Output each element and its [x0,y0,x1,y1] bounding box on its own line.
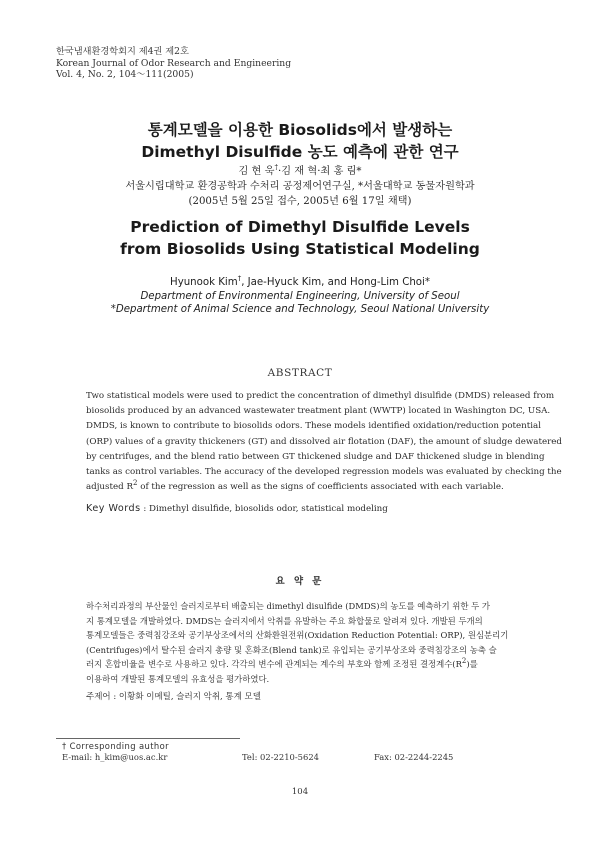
korean-abstract-line: 지 통계모델을 개발하였다. DMDS는 슬러지에서 악취를 유발하는 주요 화합물로 알려져 있다. 개발된 두개의 [86,615,483,626]
english-title-line-1: Prediction of Dimethyl Disulfide Levels [130,218,470,236]
abstract-body [86,389,562,495]
korean-abstract-body [86,599,516,687]
english-author-rest: , Jae-Hyuck Kim, and Hong-Lim Choi* [241,277,430,288]
korean-author-names [0,164,600,179]
korean-abstract-line: 이용하여 개발된 통계모델의 유효성을 평가하였다. [86,673,270,684]
korean-authors-block [0,164,600,209]
korean-affiliation: 서울시립대학교 환경공학과 수처리 공정제어연구실, *서울대학교 동물자원학과 [125,181,475,192]
fax-text: Fax: 02-2244-2245 [374,752,454,762]
korean-r-squared-superscript: 2 [461,657,467,666]
korean-abstract-line: 통계모델들은 중력침강조와 공기부상조에서의 산화환원전위(Oxidation Reduction Potential: ORP), 원심분리기 [86,630,509,641]
abstract-line: tanks as control variables. The accuracy of the developed regression models was evaluated by checking the [86,467,562,478]
korean-abstract-line-5a: 러지 혼합비율을 변수로 사용하고 있다. 각각의 변수에 관계되는 계수의 부호와 함께 조정된 결정계수(R [86,659,462,670]
journal-header [56,46,291,81]
contact-row [62,752,562,766]
abstract-heading: ABSTRACT [267,367,333,379]
english-author-first: Hyunook Kim [170,277,238,288]
keywords-label: Key Words [86,503,141,514]
submission-dates: (2005년 5월 25일 접수, 2005년 6월 17일 채택) [188,196,412,207]
abstract-last-text-rest: of the regression as well as the signs of coefficients associated with each variable. [137,482,504,493]
journal-english-name: Korean Journal of Odor Research and Engineering [56,57,292,69]
english-affiliation-2: *Department of Animal Science and Technology, Seoul National University [110,304,490,315]
english-author-names [0,276,600,290]
corresponding-author-label: † Corresponding author [62,741,169,751]
english-affiliation-1: Department of Environmental Engineering, University of Seoul [140,290,460,302]
korean-abstract-line: 하수처리과정의 부산물인 슬러지로부터 배출되는 dimethyl disulfide (DMDS)의 농도를 예측하기 위한 두 가 [86,601,490,611]
english-title-line-2: from Biosolids Using Statistical Modeling [120,240,480,258]
journal-korean-name: 한국냄새환경학회지 제4권 제2호 [56,46,189,57]
korean-keywords: 주제어 : 이황화 이메틸, 슬러지 악취, 통계 모델 [86,692,261,702]
footnote [62,741,562,766]
abstract-line: biosolids produced by an advanced wastewater treatment plant (WWTP) located in Washington DC, USA. [86,406,551,417]
korean-abstract-line-5b: )를 [466,659,478,670]
english-corresponding-dagger: † [237,274,242,283]
telephone-text: Tel: 02-2210-5624 [242,752,319,762]
korean-author-rest: ·김 재 혁·최 홍 림* [277,166,362,177]
korean-title-line-1: 통계모델을 이용한 Biosolids에서 발생하는 [147,121,453,139]
korean-abstract-line [86,657,516,672]
english-authors-block [0,276,600,317]
english-title [0,216,600,260]
keywords-text: : Dimethyl disulfide, biosolids odor, statistical modeling [140,504,388,514]
page-number: 104 [291,787,309,797]
abstract-line: DMDS, is known to contribute to biosolids odors. These models identified oxidation/reduction potential [86,421,542,432]
abstract-last-text: adjusted R [86,482,133,493]
korean-author-first: 김 현 욱 [238,166,275,177]
abstract-line: (ORP) values of a gravity thickeners (GT) and dissolved air flotation (DAF), the amount of sludge dewatered [86,436,562,447]
corresponding-dagger: † [274,163,278,172]
korean-abstract-heading: 요 약 문 [275,576,325,587]
abstract-line [86,480,514,495]
journal-volume: Vol. 4, No. 2, 104～111(2005) [56,69,194,81]
abstract-line: by centrifuges, and the blend ratio between GT thickened sludge and DAF thickened sludge in blending [86,451,545,462]
keywords [86,503,388,514]
email-text: E-mail: h_kim@uos.ac.kr [62,752,168,762]
korean-abstract-line: (Centrifuges)에서 탈수된 슬러지 총량 및 혼화조(Blend tank)로 유입되는 공기부상조와 중력침강조의 농축 슬 [86,644,497,655]
korean-title [0,119,600,163]
korean-title-line-2: Dimethyl Disulfide 농도 예측에 관한 연구 [141,143,459,161]
r-squared-superscript: 2 [132,479,138,488]
footnote-divider [56,738,240,739]
abstract-line: Two statistical models were used to predict the concentration of dimethyl disulfide (DMDS) released from [86,391,555,401]
